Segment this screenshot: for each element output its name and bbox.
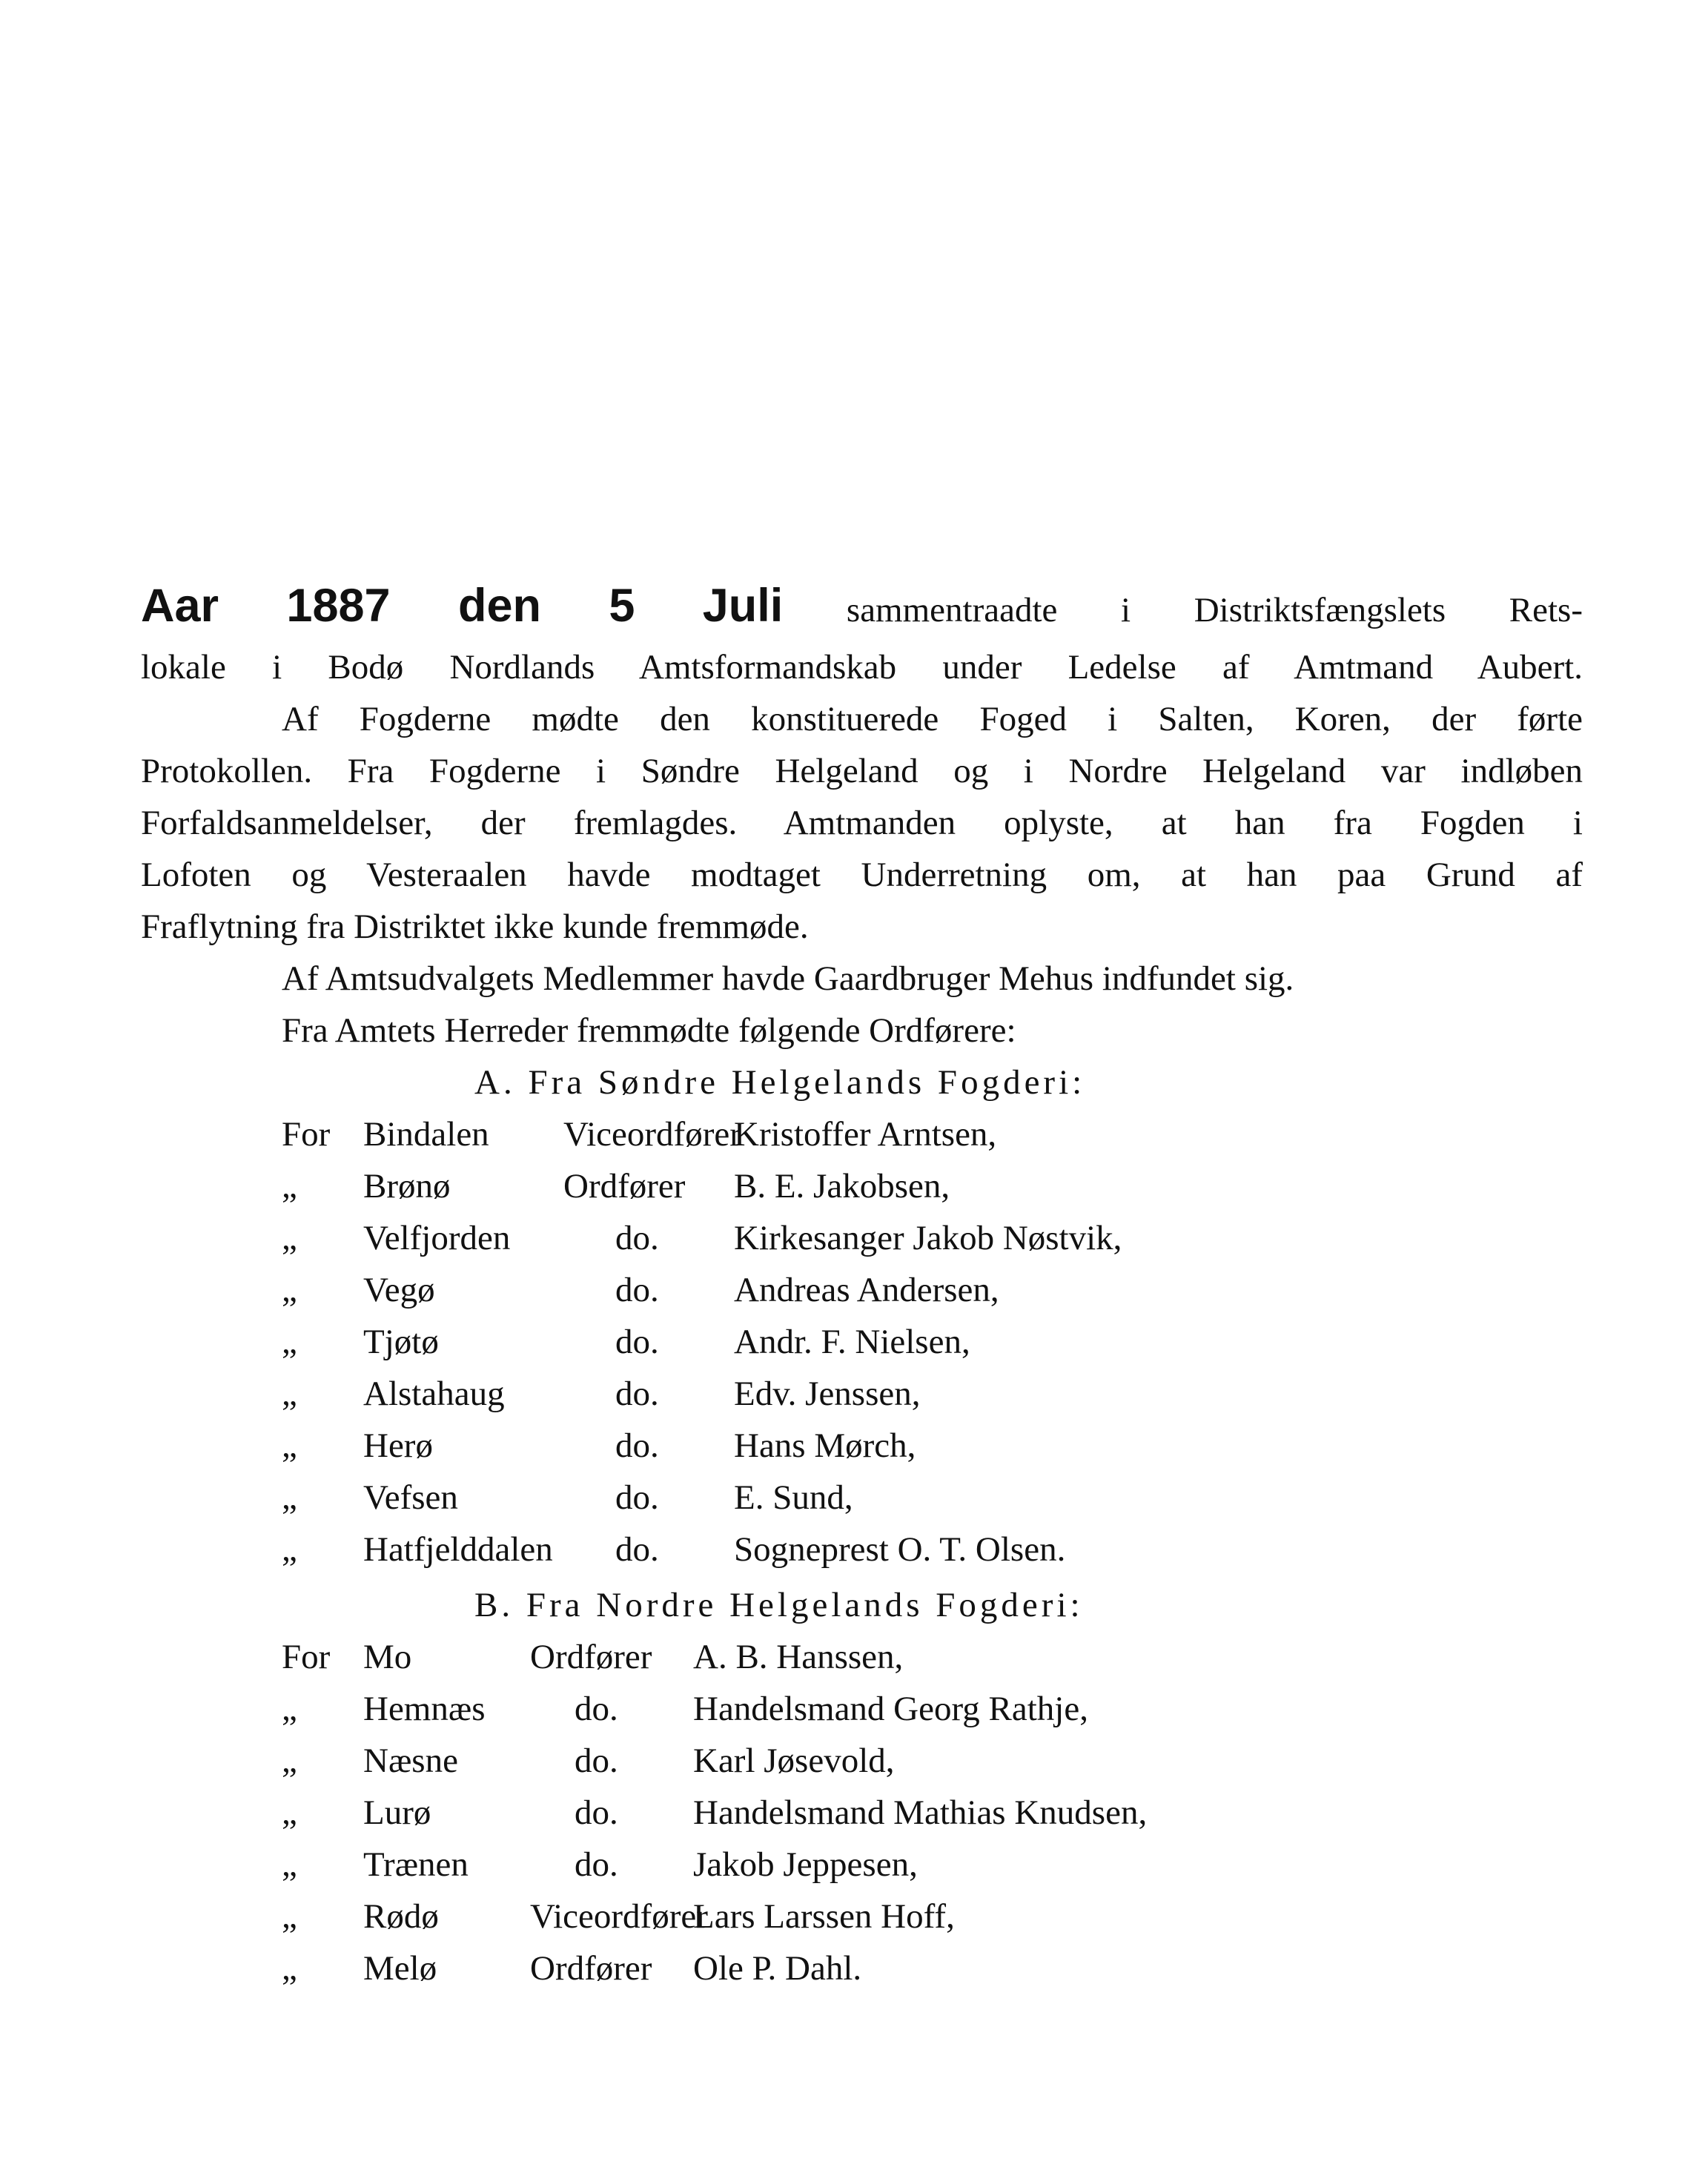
roster-place: Vefsen (363, 1478, 458, 1517)
roster-place: Hemnæs (363, 1690, 486, 1728)
roster-place: Rødø (363, 1897, 439, 1936)
roster-person: Andreas Andersen, (734, 1271, 999, 1309)
roster-prefix: „ (282, 1478, 297, 1517)
roster-person: Handelsmand Mathias Knudsen, (693, 1793, 1148, 1832)
roster-place: Mo (363, 1638, 412, 1676)
roster-place: Brønø (363, 1167, 451, 1205)
roster-title: do. (575, 1845, 618, 1884)
roster-title: do. (615, 1375, 659, 1413)
roster-person: Kirkesanger Jakob Nøstvik, (734, 1219, 1122, 1257)
roster-title: do. (575, 1793, 618, 1832)
roster-person: Lars Larssen Hoff, (693, 1897, 955, 1936)
roster-prefix: „ (282, 1375, 297, 1413)
roster-prefix: „ (282, 1742, 297, 1780)
roster-place: Melø (363, 1949, 437, 1988)
roster-prefix: „ (282, 1949, 297, 1988)
roster-title: Ordfører (563, 1167, 686, 1205)
section-a-heading: A. Fra Søndre Helgelands Fogderi: (474, 1063, 1086, 1102)
roster-place: Hatfjelddalen (363, 1530, 553, 1569)
body-line: Forfaldsanmeldelser, der fremlagdes. Amtmanden oplyste, at han fra Fogden i (141, 804, 1583, 842)
body-line: Af Amtsudvalgets Medlemmer havde Gaardbruger Mehus indfundet sig. (282, 959, 1294, 998)
roster-title: do. (575, 1690, 618, 1728)
body-line: Af Fogderne mødte den konstituerede Foged i Salten, Koren, der førte (282, 700, 1583, 738)
roster-person: Edv. Jenssen, (734, 1375, 921, 1413)
roster-title: do. (615, 1478, 659, 1517)
roster-prefix: For (282, 1115, 331, 1154)
roster-prefix: „ (282, 1690, 297, 1728)
roster-title: Ordfører (530, 1638, 652, 1676)
roster-prefix: „ (282, 1271, 297, 1309)
roster-title: do. (615, 1271, 659, 1309)
roster-place: Trænen (363, 1845, 469, 1884)
roster-prefix: „ (282, 1897, 297, 1936)
roster-prefix: „ (282, 1219, 297, 1257)
roster-prefix: „ (282, 1530, 297, 1569)
body-line: Fraflytning fra Distriktet ikke kunde fremmøde. (141, 907, 809, 946)
roster-prefix: „ (282, 1323, 297, 1361)
roster-prefix: „ (282, 1167, 297, 1205)
roster-title: do. (615, 1426, 659, 1465)
meeting-date-heading: Aar 1887 den 5 Juli (141, 580, 784, 632)
roster-person: Ole P. Dahl. (693, 1949, 862, 1988)
body-line: Protokollen. Fra Fogderne i Søndre Helgeland og i Nordre Helgeland var indløben (141, 752, 1583, 790)
roster-title: do. (615, 1530, 659, 1569)
roster-person: Hans Mørch, (734, 1426, 916, 1465)
body-line: Lofoten og Vesteraalen havde modtaget Underretning om, at han paa Grund af (141, 856, 1583, 894)
roster-place: Tjøtø (363, 1323, 439, 1361)
roster-person: Jakob Jeppesen, (693, 1845, 918, 1884)
roster-title: do. (575, 1742, 618, 1780)
roster-person: A. B. Hanssen, (693, 1638, 904, 1676)
roster-person: B. E. Jakobsen, (734, 1167, 950, 1205)
roster-title: do. (615, 1219, 659, 1257)
roster-person: Andr. F. Nielsen, (734, 1323, 970, 1361)
roster-prefix: For (282, 1638, 331, 1676)
roster-place: Næsne (363, 1742, 458, 1780)
opening-line-text: sammentraadte i Distriktsfængslets Rets- (846, 591, 1583, 629)
roster-title: do. (615, 1323, 659, 1361)
roster-place: Velfjorden (363, 1219, 511, 1257)
roster-person: Sogneprest O. T. Olsen. (734, 1530, 1066, 1569)
roster-person: Karl Jøsevold, (693, 1742, 895, 1780)
opening-line (141, 575, 1583, 641)
roster-place: Herø (363, 1426, 433, 1465)
roster-title: Ordfører (530, 1949, 652, 1988)
roster-person: E. Sund, (734, 1478, 853, 1517)
roster-place: Alstahaug (363, 1375, 505, 1413)
roster-place: Vegø (363, 1271, 435, 1309)
body-line: lokale i Bodø Nordlands Amtsformandskab under Ledelse af Amtmand Aubert. (141, 648, 1583, 687)
roster-title: Viceordfører (530, 1897, 708, 1936)
roster-title: Viceordfører (563, 1115, 741, 1154)
roster-prefix: „ (282, 1426, 297, 1465)
roster-person: Handelsmand Georg Rathje, (693, 1690, 1088, 1728)
roster-prefix: „ (282, 1793, 297, 1832)
roster-person: Kristoffer Arntsen, (734, 1115, 997, 1154)
roster-place: Bindalen (363, 1115, 489, 1154)
section-b-heading: B. Fra Nordre Helgelands Fogderi: (474, 1586, 1084, 1624)
roster-place: Lurø (363, 1793, 431, 1832)
body-line: Fra Amtets Herreder fremmødte følgende Ordførere: (282, 1011, 1016, 1050)
roster-prefix: „ (282, 1845, 297, 1884)
